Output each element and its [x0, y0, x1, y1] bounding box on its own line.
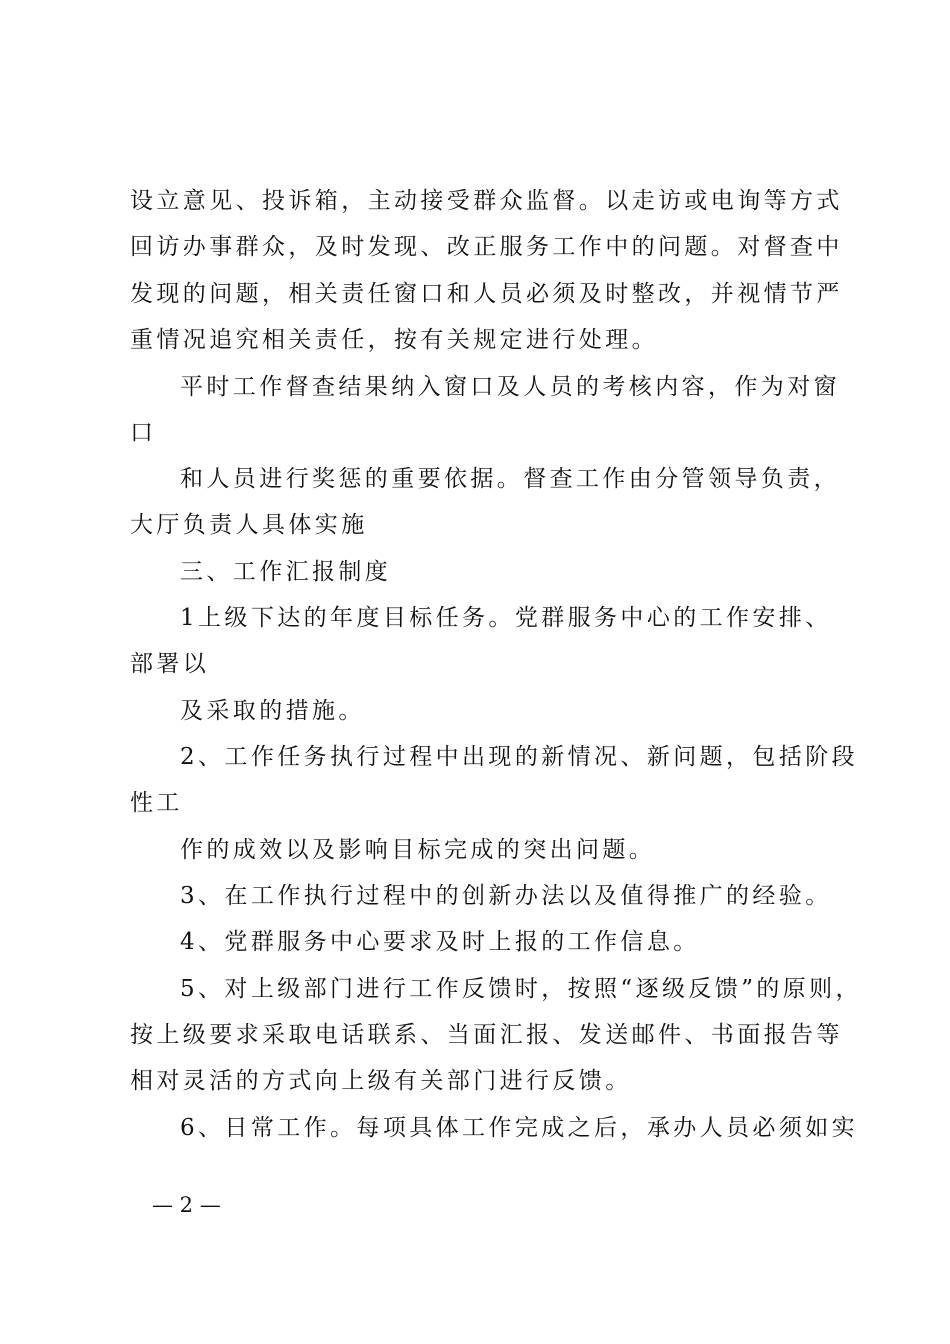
text-line: 口 — [130, 420, 157, 446]
text-line: 2、工作任务执行过程中出现的新情况、新问题，包括阶段 — [180, 744, 859, 770]
text-line: 回访办事群众，及时发现、改正服务工作中的问题。对督查中 — [130, 234, 843, 260]
text-line: 部署以 — [130, 651, 210, 677]
text-line: 设立意见、投诉箱，主动接受群众监督。以走访或电询等方式 — [130, 188, 843, 214]
text-line: 5、对上级部门进行工作反馈时，按照“逐级反馈”的原则， — [180, 976, 862, 1002]
text-line: 按上级要求采取电话联系、当面汇报、发送邮件、书面报告等 — [130, 1022, 843, 1048]
text-line: 发现的问题，相关责任窗口和人员必须及时整改，并视情节严 — [130, 281, 843, 307]
text-line: 性工 — [130, 790, 183, 816]
text-line: 平时工作督查结果纳入窗口及人员的考核内容，作为对窗 — [180, 374, 840, 400]
text-line: 作的成效以及影响目标完成的突出问题。 — [180, 837, 656, 863]
text-line: 及采取的措施。 — [180, 698, 365, 724]
text-line: 4、党群服务中心要求及时上报的工作信息。 — [180, 929, 700, 955]
page-number: — 2 — — [152, 1193, 221, 1217]
text-line: 和人员进行奖惩的重要依据。督查工作由分管领导负责， — [180, 466, 840, 492]
text-line: 6、日常工作。每项具体工作完成之后，承办人员必须如实 — [180, 1115, 859, 1141]
text-line: 大厅负责人具体实施 — [130, 512, 368, 538]
text-line: 1上级下达的年度目标任务。党群服务中心的工作安排、 — [180, 605, 832, 631]
text-line: 相对灵活的方式向上级有关部门进行反馈。 — [130, 1068, 632, 1094]
text-line: 重情况追究相关责任，按有关规定进行处理。 — [130, 327, 658, 353]
section-heading: 三、工作汇报制度 — [180, 559, 392, 585]
text-line: 3、在工作执行过程中的创新办法以及值得推广的经验。 — [180, 883, 832, 909]
